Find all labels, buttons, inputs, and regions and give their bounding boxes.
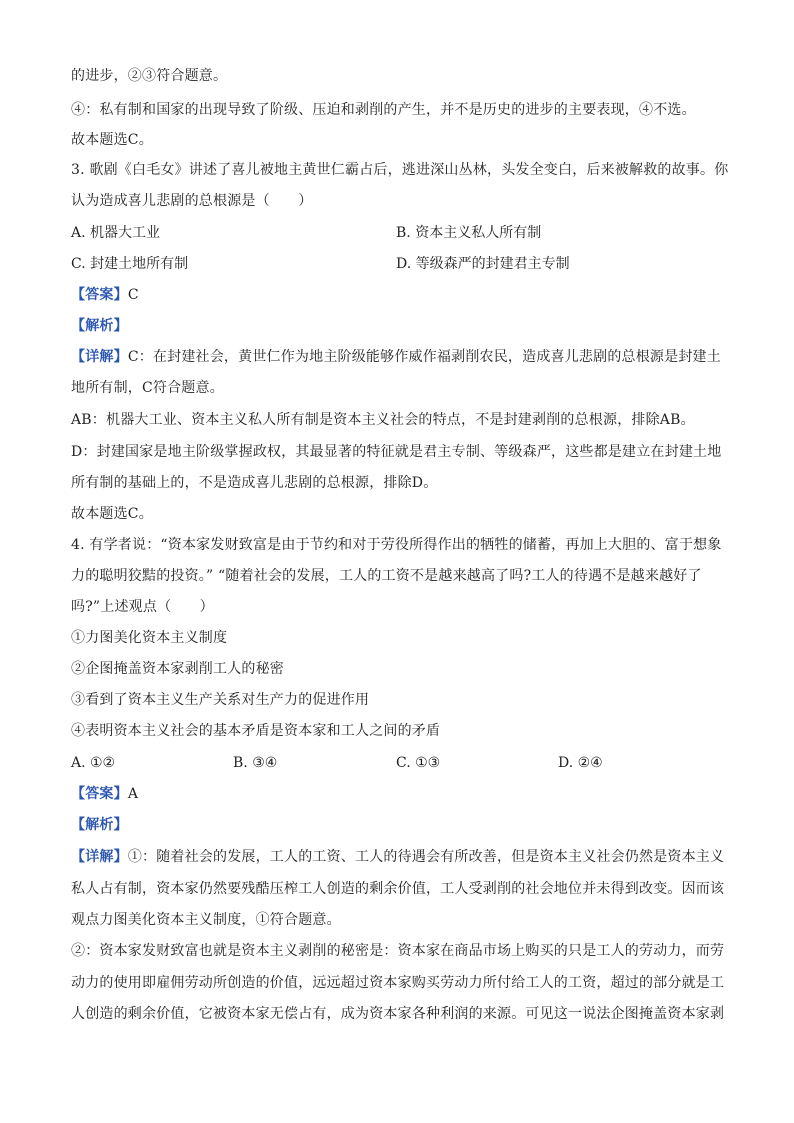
question-4-stem: 力的聪明狡黠的投资。” “随着社会的发展，工人的工资不是越来越高了吗?工人的待遇不是越来越好了 [71, 568, 702, 584]
analysis-tag: 【解析】 [71, 817, 128, 833]
q3-option-c: C. 封建土地所有制 [71, 256, 189, 272]
answer-tag: 【答案】 [71, 786, 128, 802]
detail-text: ①：随着社会的发展，工人的工资、工人的待遇会有所改善，但是资本主义社会仍然是资本主义 [127, 849, 725, 865]
question-3-stem: 3. 歌剧《白毛女》讲述了喜儿被地主黄世仁霸占后，逃进深山丛林，头发全变白，后来被解救的故事。你 [71, 162, 729, 178]
q4-detail-line: ②：资本家发财致富也就是资本主义剥削的秘密是：资本家在商品市场上购买的只是工人的劳动力，而劳 [71, 943, 725, 959]
analysis-tag: 【解析】 [71, 318, 128, 334]
q4-statement: ②企图掩盖资本家剥削工人的秘密 [71, 661, 284, 677]
q4-statement: ④表明资本主义社会的基本矛盾是资本家和工人之间的矛盾 [71, 723, 441, 739]
q4-detail-line: 人创造的剩余价值，它被资本家无偿占有，成为资本家各种利润的来源。可见这一说法企图掩盖资本家剥 [71, 1006, 725, 1022]
q3-analysis-heading [71, 316, 128, 336]
question-4-stem: 4. 有学者说：“资本家发财致富是由于节约和对于劳役所得作出的牺牲的储蓄，再加上大胆的、富于想象 [71, 537, 722, 553]
q4-statement: ①力图美化资本主义制度 [71, 630, 228, 646]
q4-statement: ③看到了资本主义生产关系对生产力的促进作用 [71, 692, 370, 708]
q4-option-c: C. ①③ [396, 755, 441, 771]
q4-option-d: D. ②④ [558, 755, 603, 771]
text-line: 故本题选C。 [71, 132, 153, 148]
answer-tag: 【答案】 [71, 287, 128, 303]
q3-detail-line: 故本题选C。 [71, 506, 153, 522]
text-line: ④：私有制和国家的出现导致了阶级、压迫和剥削的产生，并不是历史的进步的主要表现，④不选。 [71, 102, 696, 118]
answer-value: C [127, 287, 139, 303]
q4-detail-line: 观点力图美化资本主义制度，①符合题意。 [71, 912, 341, 928]
q4-detail-line: 私人占有制，资本家仍然要残酷压榨工人创造的剩余价值，工人受剥削的社会地位并未得到改变。因而该 [71, 881, 725, 897]
detail-tag: 【详解】 [71, 849, 128, 865]
q4-detail-line: 动力的使用即雇佣劳动所创造的价值，远远超过资本家购买劳动力所付给工人的工资，超过的部分就是工 [71, 975, 725, 991]
q3-option-d: D. 等级森严的封建君主专制 [396, 256, 570, 272]
detail-tag: 【详解】 [71, 349, 128, 365]
q4-detail-line [71, 847, 724, 867]
q3-detail-line: AB：机器大工业、资本主义私人所有制是资本主义社会的特点，不是封建剥削的总根源，排除AB。 [71, 412, 695, 428]
question-4-stem: 吗?”上述观点（ ） [71, 599, 214, 615]
q3-detail-line: D：封建国家是地主阶级掌握政权，其最显著的特征就是君主专制、等级森严，这些都是建立在封建土地 [71, 444, 722, 460]
text-line: 的进步，②③符合题意。 [71, 68, 228, 84]
detail-text: C：在封建社会，黄世仁作为地主阶级能够作威作福剥削农民，造成喜儿悲剧的总根源是封建土 [127, 349, 721, 365]
q3-detail-line [71, 347, 721, 367]
q3-detail-line: 所有制的基础上的，不是造成喜儿悲剧的总根源，排除D。 [71, 475, 438, 491]
answer-value: A [127, 786, 139, 802]
q3-answer [71, 285, 139, 305]
q4-analysis-heading [71, 815, 128, 835]
q4-answer [71, 784, 138, 804]
q3-option-b: B. 资本主义私人所有制 [396, 225, 542, 241]
q3-option-a: A. 机器大工业 [71, 225, 161, 241]
q4-option-a: A. ①② [71, 755, 116, 771]
q3-detail-line: 地所有制，C符合题意。 [71, 380, 224, 396]
q4-option-b: B. ③④ [233, 755, 278, 771]
question-3-stem: 认为造成喜儿悲剧的总根源是（ ） [71, 193, 313, 209]
